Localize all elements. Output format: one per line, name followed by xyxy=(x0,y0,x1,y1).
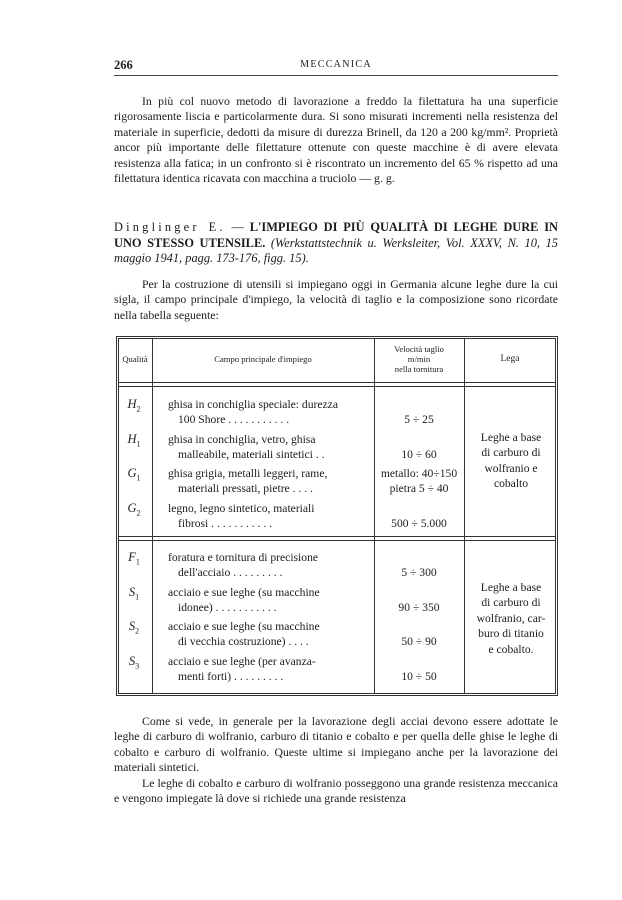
quality-code: $S_2$ xyxy=(128,619,140,636)
header-alloy: Lega xyxy=(500,354,520,364)
quality-code: $H_2$ xyxy=(127,397,141,414)
field-cell: foratura e tornitura di precisione dell'acciaio . . . . . . . . . xyxy=(168,551,319,580)
speed-cell: 5 ÷ 25 xyxy=(404,413,434,426)
table-header-rule xyxy=(118,382,556,383)
field-cell: ghisa grigia, metalli leggeri, rame, materiali pressati, pietre . . . . xyxy=(168,467,328,496)
field-cell: acciaio e sue leghe (su macchine idonee) . . . . . . . . . . . xyxy=(168,586,320,615)
quality-code: $G_2$ xyxy=(127,501,141,518)
field-cell: acciaio e sue leghe (su macchine di vecchia costruzione) . . . . xyxy=(168,620,320,649)
speed-cell: 10 ÷ 60 xyxy=(401,448,437,461)
quality-code: $H_1$ xyxy=(127,432,141,449)
closing-paragraph-1: Come si vede, in generale per la lavorazione degli acciai devono essere adottate le leghe di carburo di wolfranio, carburo di titanio e cobalto e per quella delle ghise le leghe di cobalto e carburo di wolfranio. Queste ultime si impiegano anche per la lavorazione dei materiali sintetici. xyxy=(114,714,558,775)
field-cell: acciaio e sue leghe (per avanza- menti forti) . . . . . . . . . xyxy=(168,655,316,684)
speed-cell: 10 ÷ 50 xyxy=(401,670,437,683)
speed-cell: 90 ÷ 350 xyxy=(398,601,440,614)
article-source: (Werkstattstechnik u. Werksleiter, Vol. XXXV, N. 10, 15 maggio 1941, pagg. 173-176, figg. 15). xyxy=(114,235,558,266)
quality-code: $S_1$ xyxy=(128,585,140,602)
table-group-rule xyxy=(118,536,556,537)
article-separator: — xyxy=(225,220,250,234)
field-cell: ghisa in conchiglia speciale: durezza 100 Shore . . . . . . . . . . . xyxy=(168,398,338,427)
header-quality: Qualità xyxy=(122,354,148,364)
header-field: Campo principale d'impiego xyxy=(214,354,312,364)
closing-paragraph-2: Le leghe di cobalto e carburo di wolfranio posseggono una grande resistenza meccanica e vengono impiegate là dove si richiede una grande resistenza xyxy=(114,776,558,806)
quality-code: $F_1$ xyxy=(128,550,140,567)
alloy-cell: Leghe a base di carburo di wolfranio e cobalto xyxy=(480,431,542,491)
article-title: L'IMPIEGO DI PIÙ QUALITÀ DI LEGHE DURE IN UNO STESSO UTENSILE. xyxy=(114,220,559,250)
page-header xyxy=(114,58,558,76)
table-header-rule xyxy=(118,386,556,387)
alloy-table xyxy=(116,336,558,696)
intro-paragraph: In più col nuovo metodo di lavorazione a freddo la filettatura ha una superficie rigorosamente liscia e particolarmente dura. Si sono misurati incrementi nella resistenza del materiale in superficie, dedotti da misure di durezza Brinell, da 120 a 200 kg/mm². Proprietà ancor più importante delle filettature ottenute con queste macchine è di avere elevata resistenza alla fatica; in un confronto si è riscontrato un incremento del 65 % rispetto ad una filettatura identica ricavata con macchina a truciolo — g. g. xyxy=(114,94,558,186)
lead-paragraph: Per la costruzione di utensili si impiegano oggi in Germania alcune leghe dure la cui sigla, il campo principale d'impiego, la velocità di taglio e la composizione sono ricordate nella tabella seguente: xyxy=(114,277,558,322)
speed-cell: 50 ÷ 90 xyxy=(401,635,437,648)
table-group-rule xyxy=(118,540,556,541)
speed-cell: 500 ÷ 5.000 xyxy=(391,517,447,530)
alloy-cell: Leghe a base di carburo di wolfranio, car- buro di titanio e cobalto. xyxy=(476,581,546,656)
running-title: MECCANICA xyxy=(300,59,372,70)
speed-cell: metallo: 40÷150 pietra 5 ÷ 40 xyxy=(380,467,458,496)
header-rule xyxy=(114,75,558,76)
field-cell: ghisa in conchiglia, vetro, ghisa malleabile, materiali sintetici . . xyxy=(168,433,325,462)
header-speed: Velocità taglio m/min nella tornitura xyxy=(394,344,444,374)
article-author: Dinglinger E. xyxy=(114,220,226,234)
table-col-divider xyxy=(464,338,465,694)
field-cell: legno, legno sintetico, materiali fibrosi . . . . . . . . . . . xyxy=(168,502,315,531)
quality-code: $S_3$ xyxy=(128,654,140,671)
table-col-divider xyxy=(374,338,375,694)
table-col-divider xyxy=(152,338,153,694)
article-heading xyxy=(114,220,558,267)
page-number: 266 xyxy=(114,58,133,72)
speed-cell: 5 ÷ 300 xyxy=(401,566,437,579)
quality-code: $G_1$ xyxy=(127,466,141,483)
